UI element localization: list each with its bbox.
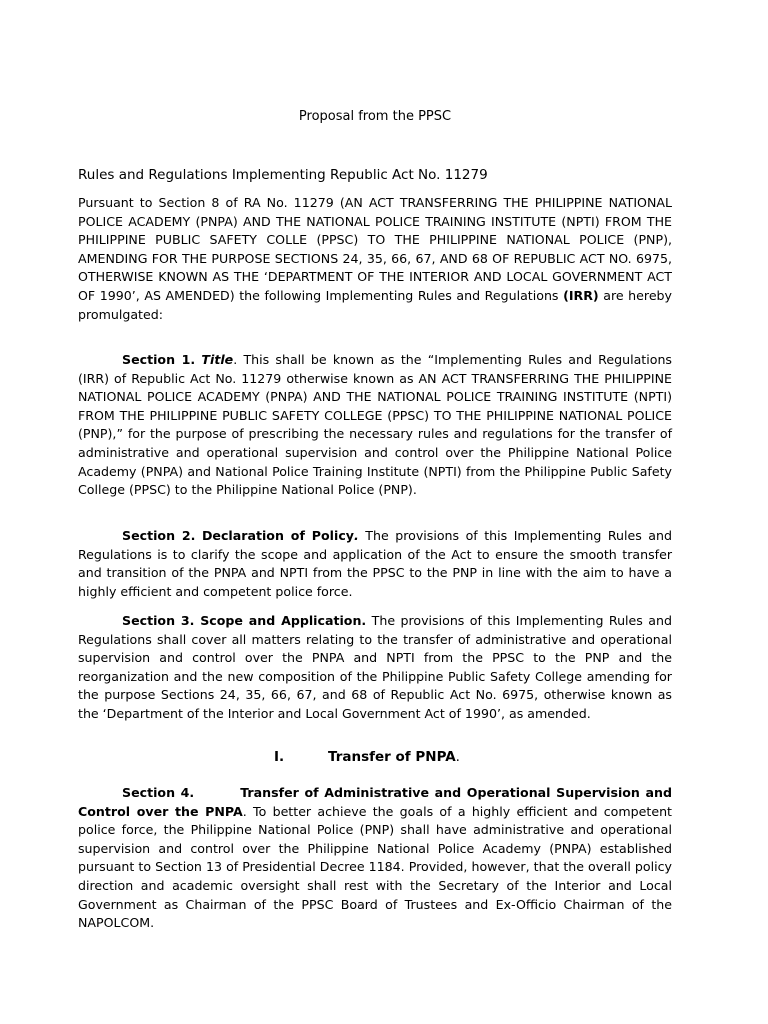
section-2-paragraph [78,527,672,601]
section-4-title: Transfer of Administrative and Operational Supervision and Control over the PNPA [78,785,672,819]
intro-text: Pursuant to Section 8 of RA No. 11279 (AN ACT TRANSFERRING THE PHILIPPINE NATIONAL POLICE ACADEMY (PNPA) AND THE NATIONAL POLICE TRAINING INSTITUTE (NPTI) FROM THE PHILIPPINE PUBLIC SAFETY COLLE (PPSC) TO THE PHILIPPINE NATIONAL POLICE (PNP), AMENDING FOR THE PURPOSE SECTIONS 24, 35, 66, 67, AND 68 OF REPUBLIC ACT NO. 6975, OTHERWISE KNOWN AS THE ‘DEPARTMENT OF THE INTERIOR AND LOCAL GOVERNMENT ACT OF 1990’, AS AMENDED) the following Implementing Rules and Regulations [78,195,672,303]
part-heading-dot: . [455,749,460,765]
section-1-title: Title [201,352,234,367]
section-1-body: . This shall be known as the “Implementing Rules and Regulations (IRR) of Republic Act No. 11279 otherwise known as AN ACT TRANSFERRING THE PHILIPPINE NATIONAL POLICE ACADEMY (PNPA) AND THE NATIONAL POLICE TRAINING INSTITUTE (NPTI) FROM THE PHILIPPINE PUBLIC SAFETY COLLEGE (PPSC) TO THE PHILIPPINE NATIONAL POLICE (PNP),” for the purpose of prescribing the necessary rules and regulations for the transfer of administrative and operational supervision and control over the Philippine National Police Academy (PNPA) and National Police Training Institute (NPTI) from the Philippine Public Safety College (PPSC) to the Philippine National Police (PNP). [78,352,672,498]
section-2-title-dot: . [354,528,359,543]
intro-text-end: are hereby promulgated: [78,287,673,322]
section-4-paragraph [78,784,672,933]
section-3-paragraph [78,612,672,724]
section-1-label: Section 1. [122,352,196,367]
section-2-label: Section 2. [122,528,196,543]
rules-title: Rules and Regulations Implementing Republic Act No. 11279 [78,167,488,183]
section-4-label: Section 4. [122,785,195,800]
section-2-title: Declaration of Policy [201,528,354,543]
section-1-paragraph [78,351,672,500]
section-3-body: The provisions of this Implementing Rules and Regulations shall cover all matters relating to the transfer of administrative and operational supervision and control over the PNPA and NPTI from the PPSC to the PNP and the reorganization and the new composition of the Philippine Public Safety College amending for the purpose Sections 24, 35, 66, 67, and 68 of Republic Act No. 6975, otherwise known as the ‘Department of the Interior and Local Government Act of 1990’, as amended. [78,613,672,721]
part-heading-text: Transfer of PNPA [328,749,456,765]
section-3-label: Section 3. Scope and Application. [122,613,367,628]
part-number: I. [274,749,285,765]
intro-paragraph [78,194,672,324]
document-page [78,0,672,1024]
document-title: Proposal from the PPSC [298,109,452,124]
part-heading [274,748,460,766]
section-2-body: The provisions of this Implementing Rules and Regulations is to clarify the scope and application of the Act to ensure the smooth transfer and transition of the PNPA and NPTI from the PPSC to the PNP in line with the aim to have a highly efficient and competent police force. [78,528,672,599]
section-4-body: . To better achieve the goals of a highly efficient and competent police force, the Philippine National Police (PNP) shall have administrative and operational supervision and control over the Philippine National Police Academy (PNPA) established pursuant to Section 13 of Presidential Decree 1184. Provided, however, that the overall policy direction and academic oversight shall rest with the Secretary of the Interior and Local Government as Chairman of the PPSC Board of Trustees and Ex-Officio Chairman of the NAPOLCOM. [78,803,672,931]
irr-abbreviation: (IRR) [563,287,599,303]
